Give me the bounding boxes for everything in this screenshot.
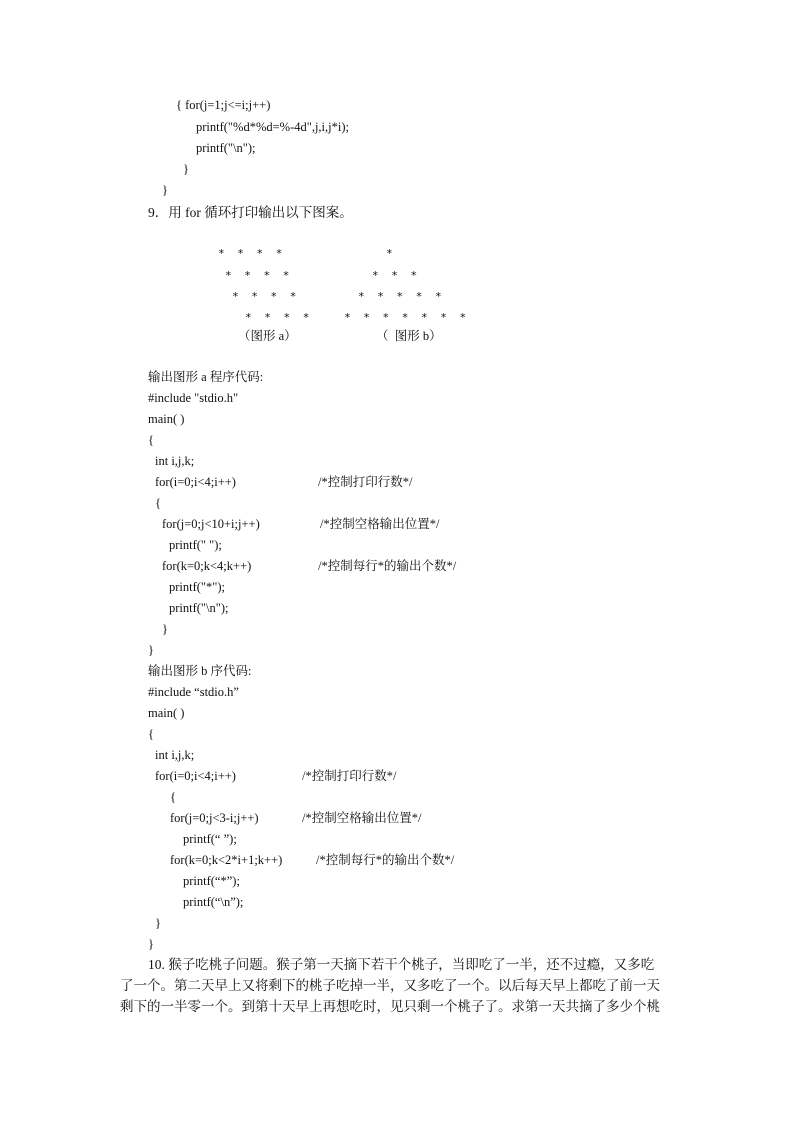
pattern-a-row: * * * *: [232, 290, 300, 303]
code-b-heading: 输出图形 b 序代码:: [148, 664, 252, 678]
code-comment: /*控制打印行数*/: [302, 769, 397, 783]
pattern-b-row: * * *: [372, 269, 421, 282]
pattern-b-caption: （ 图形 b）: [376, 329, 442, 343]
code-line: }: [162, 183, 168, 197]
code-comment: /*控制打印行数*/: [318, 475, 413, 489]
code-line: #include "stdio.h": [148, 391, 239, 405]
question-10-paragraph: [120, 954, 676, 1017]
pattern-a-row: * * * *: [218, 247, 286, 260]
code-line: #include “stdio.h”: [148, 685, 239, 699]
code-line: int i,j,k;: [155, 454, 195, 468]
code-line: for(k=0;k<4;k++): [162, 559, 252, 573]
pattern-b-row: *: [386, 247, 396, 260]
paragraph-line: 剩下的一半零一个。到第十天早上再想吃时，见只剩一个桃子了。求第一天共摘了多少个桃: [120, 999, 660, 1014]
code-a-heading: 输出图形 a 程序代码:: [148, 370, 264, 384]
code-line: printf(“ ”);: [183, 832, 237, 846]
code-line: { for(j=1;j<=i;j++): [176, 98, 271, 112]
code-line: for(j=0;j<3-i;j++): [170, 811, 259, 825]
pattern-b-row: * * * * * * *: [344, 311, 470, 324]
code-line: printf("*");: [169, 580, 226, 594]
code-line: }: [148, 643, 154, 657]
pattern-b-row: * * * * *: [358, 290, 445, 303]
question-9-title: 9．用 for 循环打印输出以下图案。: [148, 205, 353, 220]
code-line: {: [170, 790, 176, 804]
pattern-a-caption: （图形 a）: [238, 329, 297, 343]
code-line: printf("%d*%d=%-4d",j,i,j*i);: [196, 120, 349, 134]
code-line: }: [148, 937, 154, 951]
code-line: main( ): [148, 412, 185, 426]
code-line: printf(“\n”);: [183, 895, 244, 909]
code-line: }: [155, 916, 161, 930]
code-line: }: [183, 162, 189, 176]
code-line: {: [155, 496, 161, 510]
code-comment: /*控制空格输出位置*/: [302, 811, 422, 825]
paragraph-line: 了一个。第二天早上又将剩下的桃子吃掉一半，又多吃了一个。以后每天早上都吃了前一天: [120, 978, 660, 993]
code-line: for(j=0;j<10+i;j++): [162, 517, 260, 531]
code-line: for(i=0;i<4;i++): [155, 475, 236, 489]
code-line: }: [162, 622, 168, 636]
code-line: printf("\n");: [169, 601, 229, 615]
pattern-a-row: * * * *: [225, 269, 293, 282]
code-comment: /*控制每行*的输出个数*/: [316, 853, 455, 867]
code-line: {: [148, 433, 154, 447]
pattern-a-row: * * * *: [245, 311, 313, 324]
paragraph-line: 10. 猴子吃桃子问题。猴子第一天摘下若干个桃子，当即吃了一半，还不过瘾，又多吃: [148, 957, 655, 972]
code-comment: /*控制空格输出位置*/: [320, 517, 440, 531]
code-line: for(k=0;k<2*i+1;k++): [170, 853, 283, 867]
code-line: {: [148, 727, 154, 741]
code-line: printf("\n");: [196, 141, 256, 155]
code-line: int i,j,k;: [155, 748, 195, 762]
code-line: main( ): [148, 706, 185, 720]
code-line: printf(“*”);: [183, 874, 240, 888]
code-comment: /*控制每行*的输出个数*/: [318, 559, 457, 573]
code-line: for(i=0;i<4;i++): [155, 769, 236, 783]
code-line: printf(" ");: [169, 538, 222, 552]
